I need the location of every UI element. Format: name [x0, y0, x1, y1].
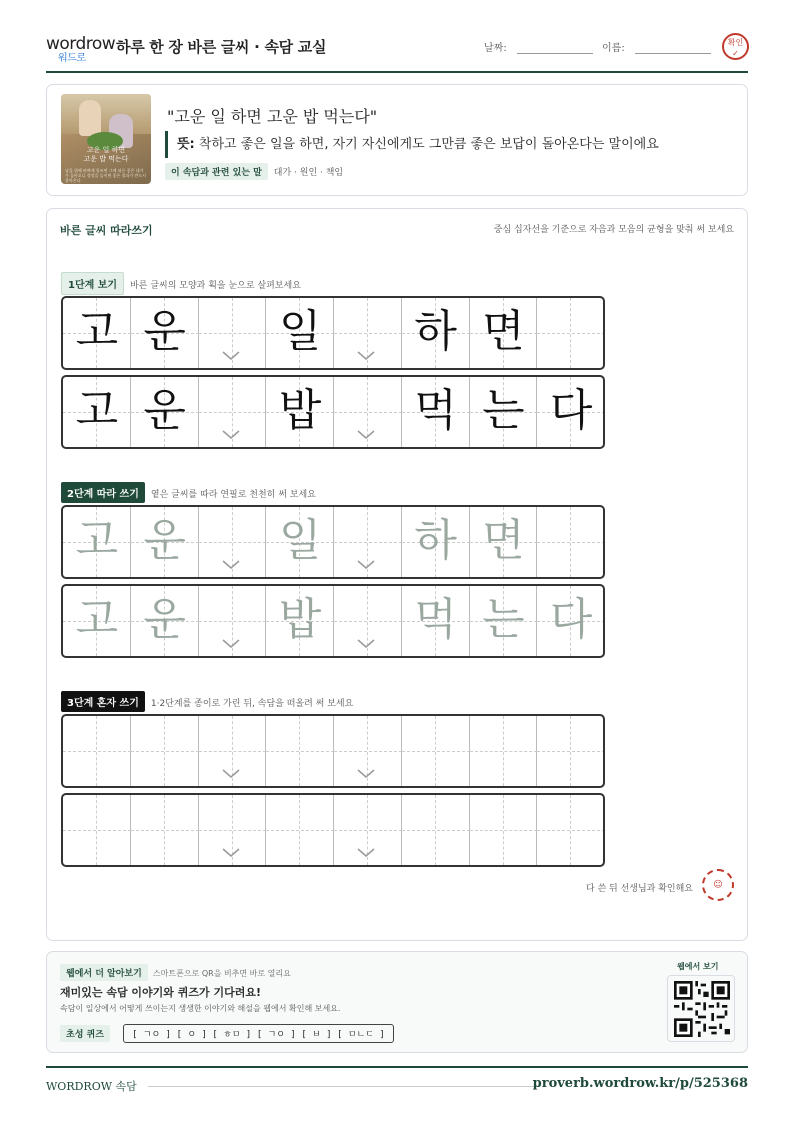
grid-cell[interactable] — [266, 795, 334, 865]
grid-cell — [266, 298, 334, 368]
practice-hint: 중심 십자선을 기준으로 자음과 모음의 균형을 맞춰 써 보세요 — [493, 225, 734, 235]
glyph: 하 — [414, 306, 457, 357]
space-mark-icon — [356, 559, 376, 571]
grid-cell — [470, 377, 538, 447]
space-mark-icon — [356, 768, 376, 780]
qr-code[interactable] — [667, 975, 735, 1042]
grid-cell[interactable] — [63, 716, 131, 786]
space-mark-icon — [221, 768, 241, 780]
glyph: 는 — [482, 385, 525, 436]
grid-cell[interactable] — [266, 716, 334, 786]
grid-cell[interactable] — [63, 795, 131, 865]
glyph: 고 — [75, 385, 119, 436]
step2-line1[interactable] — [61, 505, 605, 579]
proverb-meaning: 뜻: 착하고 좋은 일을 하면, 자기 자신에게도 그만큼 좋은 보답이 돌아온다는 말이에요 — [165, 131, 659, 158]
glyph: 다 — [549, 594, 593, 645]
glyph: 운 — [143, 594, 186, 645]
proverb-title: "고운 일 하면 고운 밥 먹는다" — [167, 107, 378, 126]
grid-cell[interactable] — [199, 507, 267, 577]
glyph: 일 — [278, 306, 322, 357]
space-mark-icon — [356, 350, 376, 362]
space-mark-icon — [221, 350, 241, 362]
glyph: 고 — [75, 515, 119, 566]
grid-cell — [537, 298, 605, 368]
footer-brand: WORDROW 속담 — [46, 1080, 137, 1093]
teacher-check-text: 다 쓴 뒤 선생님과 확인해요 — [585, 884, 693, 894]
step3-line1[interactable] — [61, 714, 605, 788]
qr-label: 웹에서 보기 — [677, 962, 719, 971]
grid-cell — [131, 298, 199, 368]
web-info-card — [46, 951, 748, 1053]
grid-cell[interactable] — [63, 586, 131, 656]
step3-line2[interactable] — [61, 793, 605, 867]
space-mark-icon — [221, 429, 241, 441]
grid-cell[interactable] — [470, 716, 538, 786]
grid-cell[interactable] — [334, 507, 402, 577]
grid-cell[interactable] — [131, 586, 199, 656]
page-title: 하루 한 장 바른 글씨 · 속담 교실 — [116, 38, 327, 56]
proverb-card — [46, 84, 748, 196]
grid-cell — [199, 298, 267, 368]
grid-cell[interactable] — [131, 795, 199, 865]
step1-heading: 1단계 보기 바른 글씨의 모양과 획을 눈으로 살펴보세요 — [61, 272, 301, 295]
glyph: 는 — [482, 594, 525, 645]
date-label: 날짜: — [484, 43, 507, 54]
grid-cell[interactable] — [537, 795, 605, 865]
practice-section-title: 바른 글씨 따라쓰기 — [60, 224, 153, 237]
grid-cell[interactable] — [402, 586, 470, 656]
grid-cell[interactable] — [470, 586, 538, 656]
grid-cell[interactable] — [537, 716, 605, 786]
space-mark-icon — [356, 429, 376, 441]
grid-cell — [470, 298, 538, 368]
related-tag: 이 속담과 관련 있는 말 — [165, 163, 268, 180]
quiz-tag: 초성 퀴즈 — [60, 1025, 110, 1042]
glyph: 고 — [75, 594, 119, 645]
glyph: 운 — [143, 306, 186, 357]
grid-cell[interactable] — [199, 716, 267, 786]
qr-code-icon — [674, 981, 730, 1037]
glyph: 하 — [414, 515, 457, 566]
footer-url[interactable]: proverb.wordrow.kr/p/525368 — [532, 1076, 748, 1091]
grid-cell — [266, 377, 334, 447]
space-mark-icon — [221, 847, 241, 859]
glyph: 밥 — [278, 594, 322, 645]
glyph: 운 — [143, 385, 186, 436]
grid-cell[interactable] — [334, 586, 402, 656]
grid-cell[interactable] — [402, 795, 470, 865]
grid-cell[interactable] — [199, 586, 267, 656]
grid-cell — [131, 377, 199, 447]
grid-cell[interactable] — [470, 795, 538, 865]
glyph: 밥 — [278, 385, 322, 436]
check-stamp-icon: 확인 ✓ — [722, 33, 749, 60]
grid-cell — [63, 377, 131, 447]
glyph: 먹 — [414, 385, 457, 436]
proverb-illustration: 고운 일 하면 고운 밥 먹는다 남을 위해 바쁘게 힘쓰면 그에 따른 좋은 대가가 돌아오니 정성을 들이면 좋은 결과가 반드시 찾아온다 — [61, 94, 151, 184]
space-mark-icon — [356, 638, 376, 650]
grid-cell — [402, 377, 470, 447]
grid-cell[interactable] — [334, 716, 402, 786]
grid-cell — [537, 377, 605, 447]
grid-cell — [334, 377, 402, 447]
grid-cell — [402, 298, 470, 368]
practice-card — [46, 208, 748, 941]
web-tag: 웹에서 더 알아보기 — [60, 964, 148, 981]
grid-cell[interactable] — [537, 507, 605, 577]
step2-heading: 2단계 따라 쓰기 옅은 글씨를 따라 연필로 천천히 써 보세요 — [61, 482, 316, 503]
glyph: 고 — [75, 306, 119, 357]
grid-cell[interactable] — [266, 586, 334, 656]
name-field[interactable] — [602, 39, 711, 54]
logo-text: wordrow — [46, 34, 116, 54]
page-footer — [46, 1066, 748, 1106]
glyph: 운 — [143, 515, 186, 566]
grid-cell[interactable] — [63, 507, 131, 577]
glyph: 면 — [482, 306, 525, 357]
grid-cell[interactable] — [470, 507, 538, 577]
quiz-row — [60, 1022, 394, 1043]
glyph: 먹 — [414, 594, 457, 645]
smiley-badge-icon: ☺ — [702, 869, 734, 901]
glyph: 다 — [549, 385, 593, 436]
glyph: 면 — [482, 515, 525, 566]
step1-line2 — [61, 375, 605, 449]
space-mark-icon — [221, 638, 241, 650]
grid-cell — [199, 377, 267, 447]
grid-cell[interactable] — [334, 795, 402, 865]
grid-cell[interactable] — [402, 716, 470, 786]
wordrow-logo[interactable] — [46, 34, 116, 64]
space-mark-icon — [356, 847, 376, 859]
page-header — [46, 30, 748, 73]
quiz-box: [ ㄱㅇ ] [ ㅇ ] [ ㅎㅁ ] [ ㄱㅇ ] [ ㅂ ] [ ㅁㄴㄷ ] — [123, 1024, 394, 1043]
grid-cell[interactable] — [131, 716, 199, 786]
illustration-caption: 고운 일 하면 고운 밥 먹는다 — [83, 146, 129, 163]
step3-heading: 3단계 혼자 쓰기 1·2단계를 종이로 가린 뒤, 속담을 떠올려 써 보세요 — [61, 691, 353, 712]
grid-cell — [334, 298, 402, 368]
date-field[interactable] — [484, 39, 593, 54]
name-label: 이름: — [602, 43, 625, 54]
grid-cell[interactable] — [131, 507, 199, 577]
web-tag-row: 웹에서 더 알아보기 스마트폰으로 QR을 비추면 바로 열리요 — [60, 964, 291, 981]
grid-cell[interactable] — [266, 507, 334, 577]
web-headline: 재미있는 속담 이야기와 퀴즈가 기다려요! — [60, 986, 261, 999]
grid-cell[interactable] — [199, 795, 267, 865]
grid-cell[interactable] — [402, 507, 470, 577]
step2-line2[interactable] — [61, 584, 605, 658]
related-words: 이 속담과 관련 있는 말 대가 · 원인 · 책임 — [165, 163, 343, 180]
step1-line1 — [61, 296, 605, 370]
web-desc: 속담이 일상에서 어떻게 쓰이는지 생생한 이야기와 해설을 웹에서 확인해 보세요. — [60, 1004, 341, 1013]
logo-korean: 워드로 — [58, 53, 86, 64]
space-mark-icon — [221, 559, 241, 571]
grid-cell[interactable] — [537, 586, 605, 656]
grid-cell — [63, 298, 131, 368]
glyph: 일 — [278, 515, 322, 566]
